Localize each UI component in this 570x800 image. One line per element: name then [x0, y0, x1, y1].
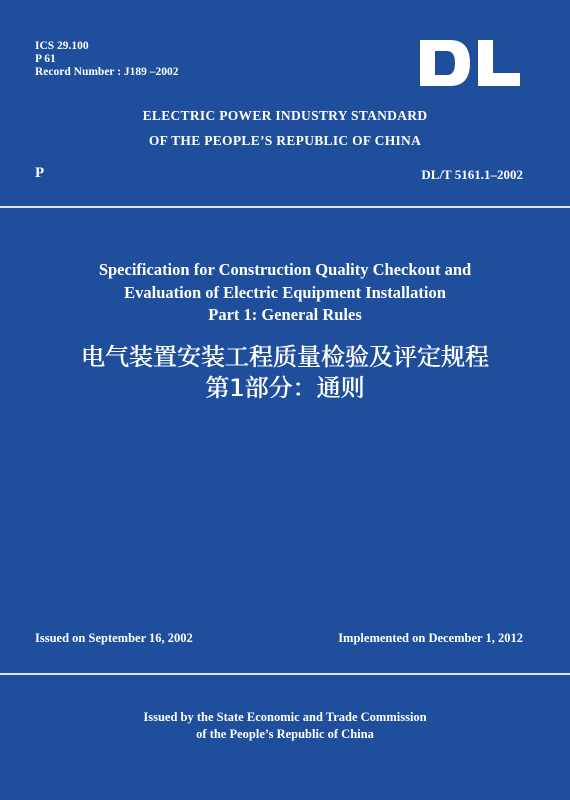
issuer-line1: Issued by the State Economic and Trade Commission	[143, 710, 427, 724]
issuing-body-line2: OF THE PEOPLE’S REPUBLIC OF CHINA	[148, 133, 422, 148]
title-cn-line1: 电气装置安装工程质量检验及评定规程	[81, 343, 489, 371]
category-letter: P	[35, 165, 45, 181]
cover-metadata	[35, 40, 179, 79]
record-number: Record Number : J189 –2002	[35, 66, 179, 78]
issue-date: Issued on September 16, 2002	[35, 631, 193, 645]
ics-number: ICS 29.100	[35, 40, 89, 52]
title-en-line3: Part 1: General Rules	[208, 305, 362, 324]
implementation-date: Implemented on December 1, 2012	[338, 631, 523, 645]
standard-code: DL/T 5161.1–2002	[421, 167, 523, 182]
title-cn-line2: 第1部分：通则	[205, 374, 365, 402]
dl-logo	[420, 40, 520, 86]
title-en-line1: Specification for Construction Quality Checkout and	[98, 260, 472, 279]
divider-top	[0, 206, 570, 208]
issuing-body-line1: ELECTRIC POWER INDUSTRY STANDARD	[142, 108, 428, 123]
title-en-line2: Evaluation of Electric Equipment Installation	[124, 283, 446, 302]
classification-code: P 61	[35, 53, 56, 65]
issuer-line2: of the People’s Republic of China	[196, 727, 374, 741]
divider-bottom	[0, 673, 570, 675]
